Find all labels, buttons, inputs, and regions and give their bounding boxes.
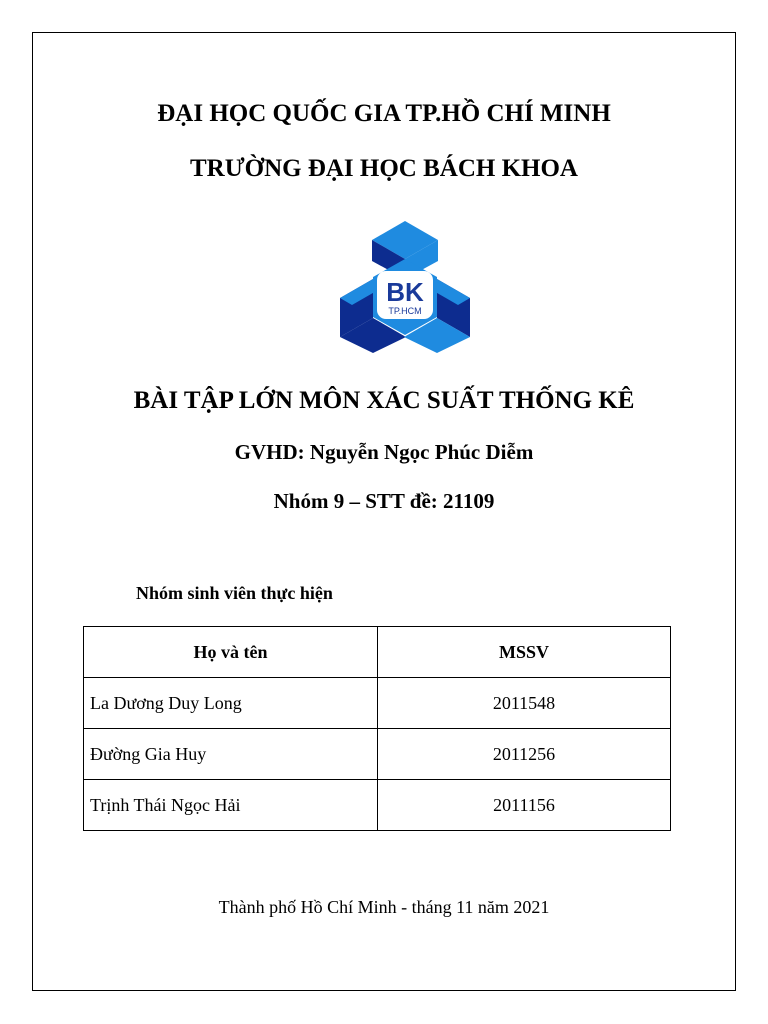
member-id: 2011256: [378, 729, 671, 780]
member-name: La Dương Duy Long: [84, 678, 378, 729]
logo-text-main: BK: [386, 277, 424, 307]
report-title: BÀI TẬP LỚN MÔN XÁC SUẤT THỐNG KÊ: [133, 387, 635, 414]
member-name: Đường Gia Huy: [84, 729, 378, 780]
logo-text-sub: TP.HCM: [388, 306, 422, 316]
table-header-row: [84, 627, 671, 678]
member-name: Trịnh Thái Ngọc Hải: [84, 780, 378, 831]
place-date: Thành phố Hồ Chí Minh - tháng 11 năm 2021: [218, 897, 550, 917]
column-header-id: MSSV: [378, 627, 671, 678]
table-row: [84, 678, 671, 729]
member-id: 2011156: [378, 780, 671, 831]
university-name: ĐẠI HỌC QUỐC GIA TP.HỒ CHÍ MINH: [157, 100, 611, 127]
member-id: 2011548: [378, 678, 671, 729]
column-header-name: Họ và tên: [84, 627, 378, 678]
table-row: [84, 780, 671, 831]
table-row: [84, 729, 671, 780]
advisor: GVHD: Nguyễn Ngọc Phúc Diễm: [234, 440, 534, 464]
group-info: Nhóm 9 – STT đề: 21109: [273, 489, 495, 513]
members-table: [83, 626, 671, 831]
members-label: Nhóm sinh viên thực hiện: [136, 583, 333, 603]
bk-logo-icon: [340, 221, 470, 353]
school-name: TRƯỜNG ĐẠI HỌC BÁCH KHOA: [190, 155, 578, 182]
